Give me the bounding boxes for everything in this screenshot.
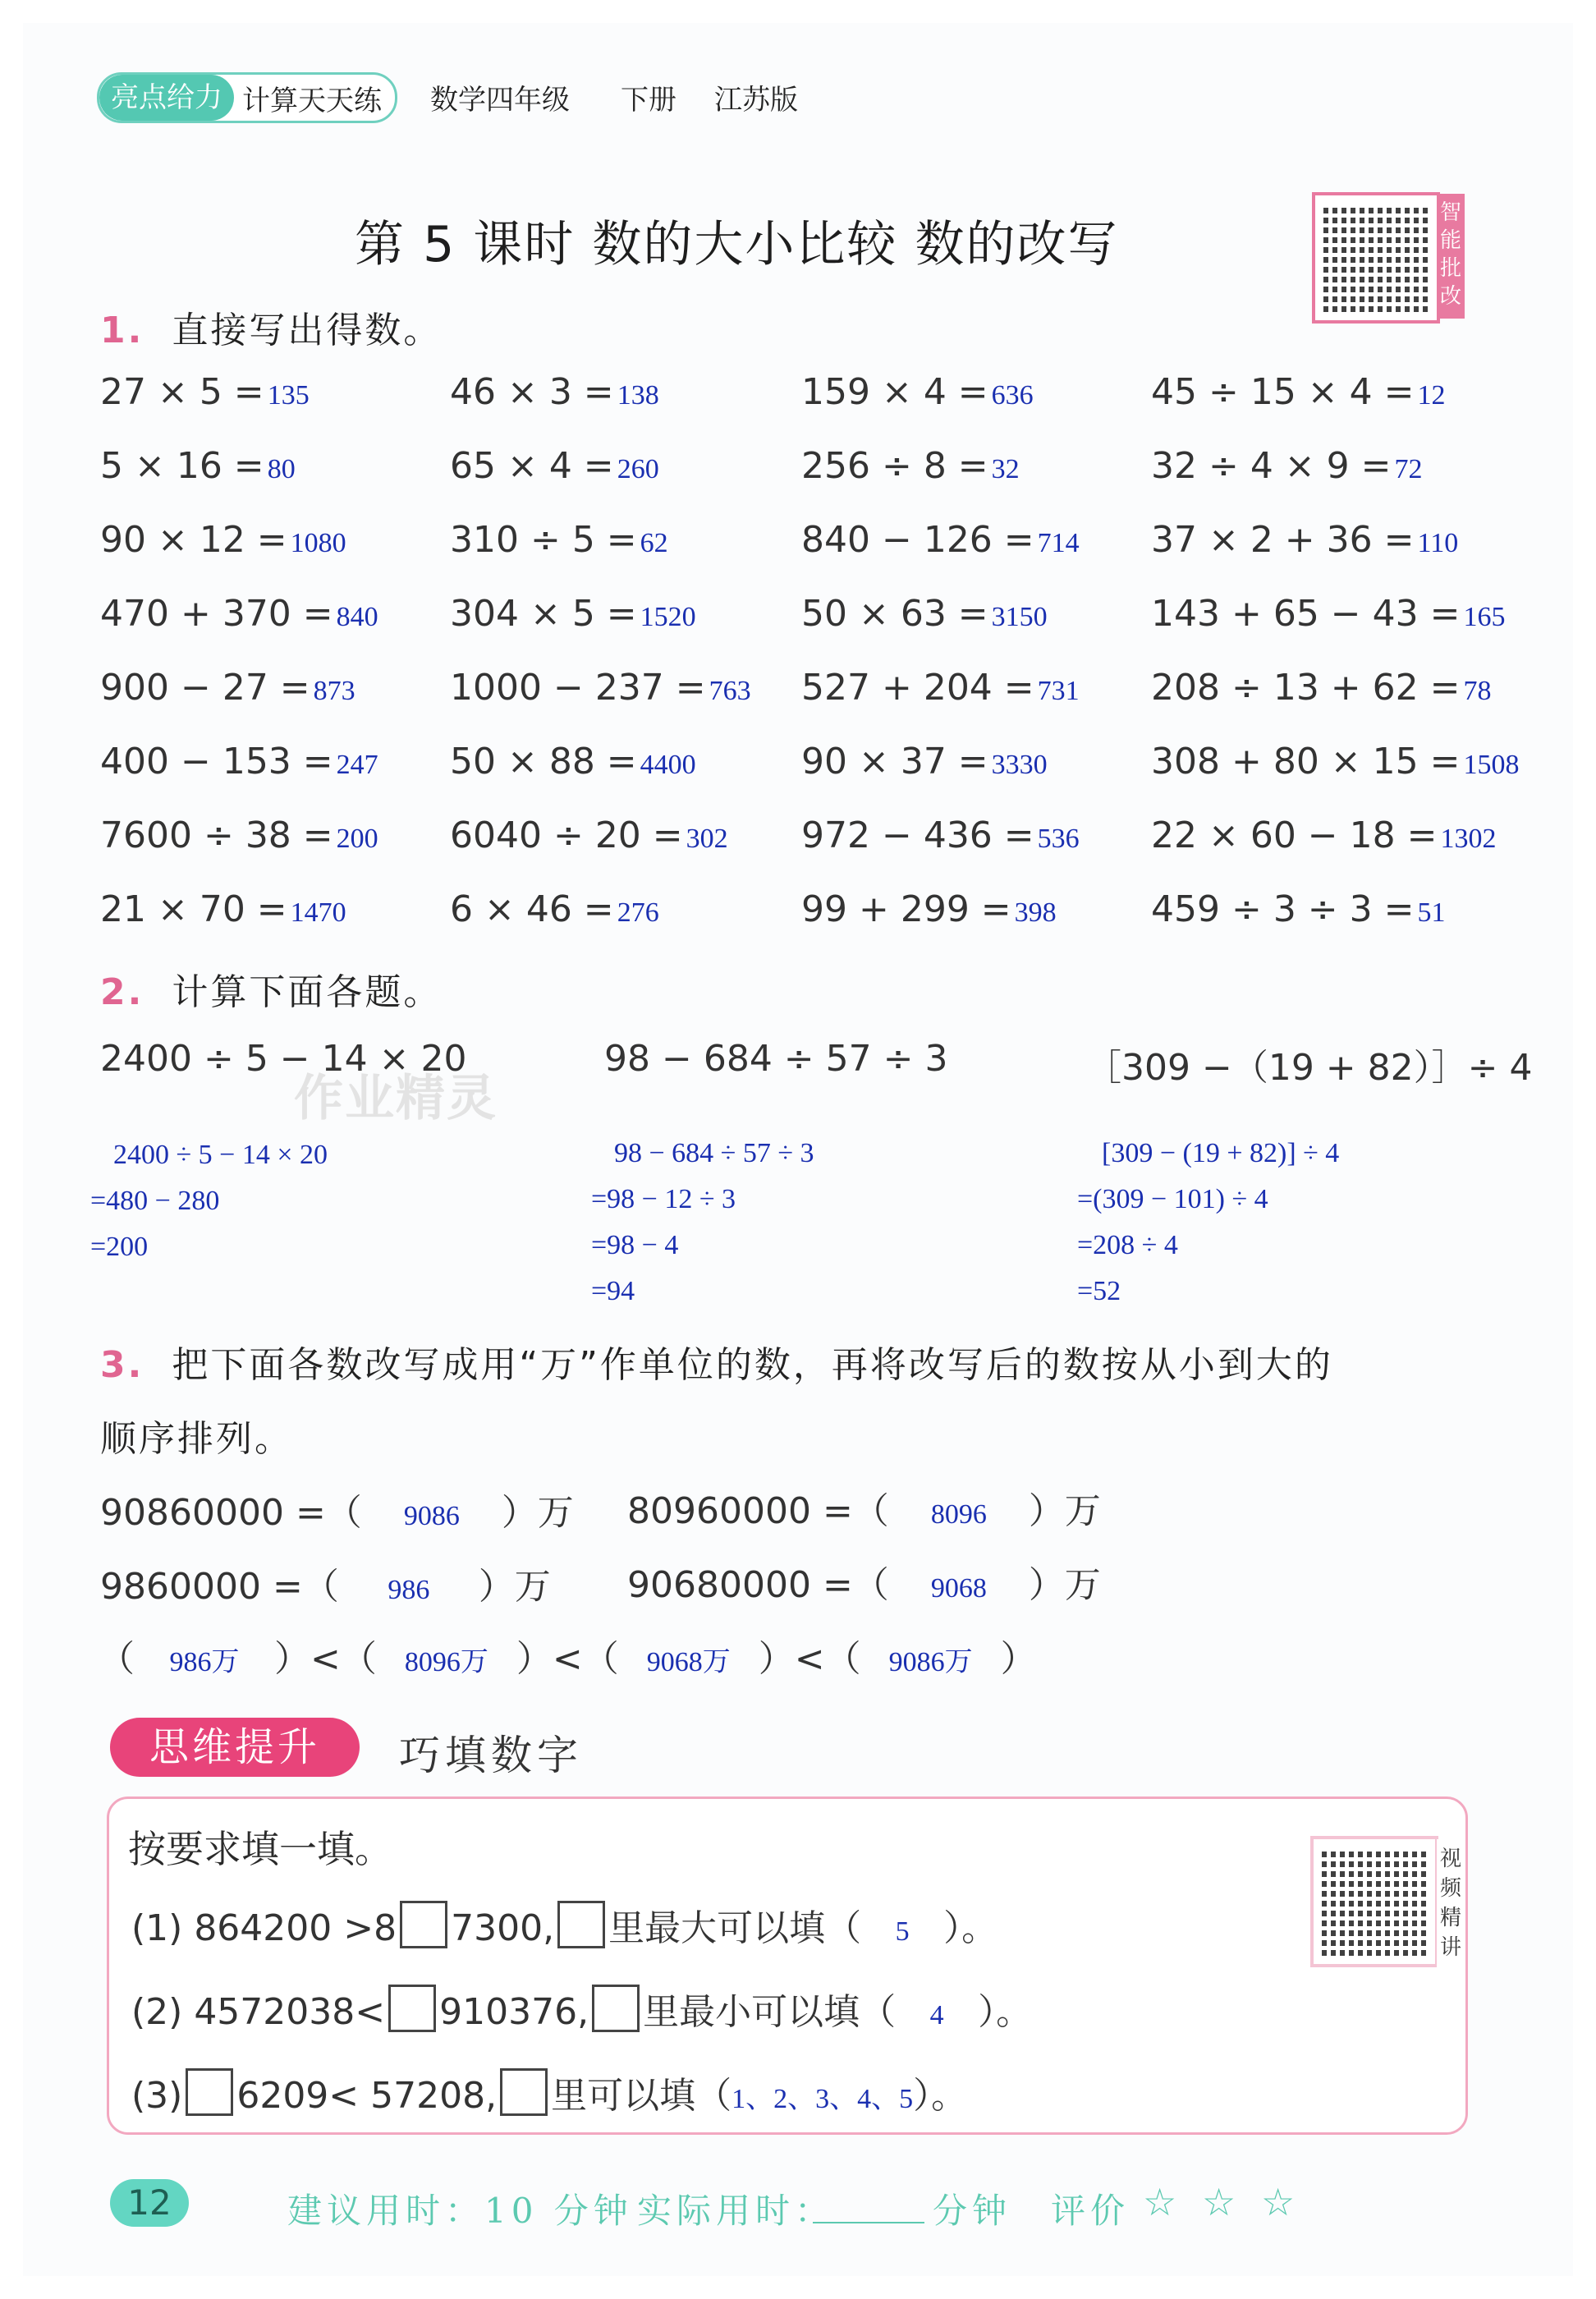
q1-item — [801, 888, 1057, 930]
q2-work-2-line-1: 98 − 684 ÷ 57 ÷ 3 — [614, 1138, 814, 1168]
order-paren-close: ） — [1000, 1638, 1037, 1680]
q1-expression: 459 ÷ 3 ÷ 3 = — [1151, 888, 1415, 930]
subject-label: 数学四年级 — [430, 84, 570, 117]
qr-code-bottom[interactable] — [1310, 1836, 1438, 1967]
q1-expression: 65 × 4 = — [450, 445, 614, 487]
item-1-box[interactable] — [400, 1901, 447, 1948]
q1-expression: 6040 ÷ 20 = — [450, 815, 683, 856]
q1-answer[interactable]: 3330 — [991, 750, 1048, 780]
q3-item-3 — [100, 1557, 551, 1609]
q1-answer[interactable]: 302 — [686, 824, 728, 854]
q1-item — [100, 667, 355, 709]
q3-item-4-number: 90680000 =（ — [627, 1564, 889, 1606]
q1-item — [450, 519, 668, 561]
q1-expression: 50 × 63 = — [801, 593, 988, 635]
q1-item — [1151, 593, 1506, 635]
item-3-mid: 6209< 57208, — [236, 2075, 498, 2117]
q1-answer[interactable]: 51 — [1417, 897, 1446, 928]
q1-answer[interactable]: 636 — [991, 380, 1034, 411]
q2-heading — [100, 962, 442, 1015]
item-1-answer[interactable]: 5 — [895, 1916, 910, 1947]
q1-expression: 5 × 16 = — [100, 445, 264, 487]
q1-expression: 256 ÷ 8 = — [801, 445, 988, 487]
q1-answer[interactable]: 731 — [1037, 676, 1080, 706]
q2-work-2-line-4: =94 — [591, 1276, 635, 1306]
q1-expression: 22 × 60 − 18 = — [1151, 815, 1438, 856]
q1-item — [100, 519, 346, 561]
q1-expression: 27 × 5 = — [100, 371, 264, 413]
q1-item — [801, 741, 1048, 782]
q1-answer[interactable]: 714 — [1037, 528, 1080, 558]
q3-item-2-unit: ）万 — [1028, 1490, 1101, 1532]
star-icon[interactable]: ☆ — [1261, 2180, 1296, 2224]
q1-item — [1151, 371, 1446, 413]
thinking-subtitle: 巧填数字 — [399, 1732, 583, 1779]
q1-expression: 527 + 204 = — [801, 667, 1034, 709]
order-2[interactable]: 8096万 — [404, 1647, 488, 1677]
q1-title: 直接写出得数。 — [172, 310, 443, 351]
item-2-post: 里最小可以填（ — [643, 1991, 897, 2033]
q2-title: 计算下面各题。 — [172, 971, 443, 1013]
brand-primary: 亮点给力 — [99, 75, 234, 121]
q1-expression: 45 ÷ 15 × 4 = — [1151, 371, 1415, 413]
q1-answer[interactable]: 32 — [991, 454, 1020, 484]
q1-answer[interactable]: 276 — [617, 897, 659, 928]
qr-pattern-icon — [1323, 204, 1429, 312]
q1-answer[interactable]: 3150 — [991, 602, 1048, 632]
q1-answer[interactable]: 78 — [1463, 676, 1492, 706]
q1-answer[interactable]: 398 — [1014, 897, 1057, 928]
q1-expression: 46 × 3 = — [450, 371, 614, 413]
q1-answer[interactable]: 1470 — [290, 897, 346, 928]
edition-label: 江苏版 — [714, 84, 798, 117]
q2-problem-3: ［309 −（19 + 82）］÷ 4 — [1085, 1047, 1533, 1089]
q1-heading — [100, 301, 442, 353]
q3-item-2-number: 80960000 =（ — [627, 1490, 889, 1532]
volume-label: 下册 — [621, 84, 676, 117]
q3-item-1 — [100, 1483, 574, 1535]
thinking-item-3 — [131, 2066, 967, 2118]
actual-time-label: 实际用时： — [637, 2191, 835, 2231]
qr-tag-bottom: 视频精讲 — [1437, 1839, 1465, 1969]
q1-item — [801, 371, 1034, 413]
item-3-post: 里可以填（ — [551, 2075, 732, 2117]
q1-item — [100, 815, 378, 856]
q1-answer[interactable]: 1520 — [640, 602, 696, 632]
q1-expression: 1000 − 237 = — [450, 667, 706, 709]
order-lt-2: ）<（ — [516, 1638, 619, 1680]
q1-answer[interactable]: 4400 — [640, 750, 696, 780]
item-3-box-ref — [500, 2068, 548, 2116]
order-4[interactable]: 9086万 — [888, 1647, 973, 1677]
brand-secondary: 计算天天练 — [242, 84, 382, 117]
q1-number: 1. — [100, 310, 144, 351]
actual-time-blank[interactable] — [813, 2222, 924, 2223]
thinking-badge: 思维提升 — [110, 1718, 360, 1777]
q3-order-row — [99, 1629, 1037, 1682]
q1-item — [450, 445, 659, 487]
actual-time-unit: 分钟 — [933, 2191, 1012, 2231]
q3-heading — [100, 1335, 1333, 1388]
q1-answer[interactable]: 62 — [640, 528, 668, 558]
q3-item-2 — [627, 1481, 1101, 1534]
order-paren-open: （ — [99, 1638, 135, 1680]
q1-answer[interactable]: 536 — [1037, 824, 1080, 854]
q2-work-1-line-1: 2400 ÷ 5 − 14 × 20 — [113, 1140, 328, 1170]
q2-work-3-line-3: =208 ÷ 4 — [1077, 1230, 1178, 1260]
q1-answer[interactable]: 200 — [336, 824, 378, 854]
q1-item — [1151, 815, 1497, 856]
item-2-mid: 910376, — [439, 1991, 589, 2033]
star-icon[interactable]: ☆ — [1143, 2180, 1177, 2224]
watermark: 作业精灵 — [294, 1070, 498, 1127]
q1-answer[interactable]: 165 — [1463, 602, 1506, 632]
q1-expression: 304 × 5 = — [450, 593, 637, 635]
q1-answer[interactable]: 72 — [1394, 454, 1423, 484]
q1-item — [100, 593, 378, 635]
q2-work-1-line-2: =480 − 280 — [90, 1186, 220, 1216]
qr-code-top[interactable] — [1312, 192, 1440, 324]
order-lt-1: ）<（ — [274, 1638, 377, 1680]
q2-problem-2: 98 − 684 ÷ 57 ÷ 3 — [604, 1038, 948, 1080]
q1-expression: 208 ÷ 13 + 62 = — [1151, 667, 1461, 709]
q1-expression: 900 − 27 = — [100, 667, 310, 709]
item-3-end: ）。 — [913, 2075, 968, 2117]
q1-expression: 6 × 46 = — [450, 888, 614, 930]
q1-item — [450, 741, 696, 782]
q1-item — [450, 593, 696, 635]
q3-number: 3. — [100, 1344, 144, 1386]
q1-answer[interactable]: 260 — [617, 454, 659, 484]
q2-work-2-line-3: =98 − 4 — [591, 1230, 679, 1260]
q1-item — [450, 815, 728, 856]
q1-answer[interactable]: 247 — [336, 750, 378, 780]
q1-expression: 400 − 153 = — [100, 741, 333, 782]
q3-item-4 — [627, 1555, 1101, 1608]
item-2-answer[interactable]: 4 — [929, 2000, 944, 2031]
q1-answer[interactable]: 110 — [1417, 528, 1459, 558]
q1-item — [450, 888, 659, 930]
q1-item — [1151, 741, 1520, 782]
q1-item — [801, 445, 1020, 487]
page-title: 第 5 课时 数的大小比较 数的改写 — [355, 216, 1119, 273]
q1-expression: 159 × 4 = — [801, 371, 988, 413]
suggested-time: 建议用时：10 分钟 — [287, 2191, 633, 2231]
q1-expression: 37 × 2 + 36 = — [1151, 519, 1415, 561]
q1-expression: 7600 ÷ 38 = — [100, 815, 333, 856]
q1-item — [100, 445, 296, 487]
order-3[interactable]: 9068万 — [646, 1647, 731, 1677]
q1-item — [801, 815, 1080, 856]
qr-pattern-icon — [1322, 1847, 1427, 1956]
page-number: 12 — [110, 2179, 189, 2227]
q1-answer[interactable]: 840 — [336, 602, 378, 632]
q2-work-3-line-4: =52 — [1077, 1276, 1121, 1306]
q1-item — [1151, 519, 1458, 561]
q1-answer[interactable]: 12 — [1417, 380, 1446, 411]
item-1-mid: 7300, — [451, 1907, 555, 1949]
q1-expression: 143 + 65 − 43 = — [1151, 593, 1461, 635]
q1-expression: 99 + 299 = — [801, 888, 1011, 930]
item-2-pre: (2) 4572038< — [131, 1991, 386, 2033]
q1-answer[interactable]: 1508 — [1463, 750, 1520, 780]
q3-item-2-answer[interactable]: 8096 — [930, 1499, 987, 1530]
qr-tag-top: 智能批改 — [1437, 194, 1465, 319]
q1-answer[interactable]: 1302 — [1440, 824, 1497, 854]
item-2-box[interactable] — [388, 1985, 436, 2032]
item-2-box-ref — [592, 1985, 640, 2032]
q3-item-1-answer[interactable]: 9086 — [403, 1501, 460, 1531]
q1-answer[interactable]: 763 — [709, 676, 751, 706]
q1-item — [801, 667, 1080, 709]
q3-item-1-unit: ）万 — [501, 1492, 574, 1534]
q3-item-3-unit: ）万 — [478, 1566, 551, 1608]
q1-expression: 50 × 88 = — [450, 741, 637, 782]
q3-item-4-unit: ）万 — [1028, 1564, 1101, 1606]
q1-item — [801, 519, 1080, 561]
q1-item — [1151, 667, 1492, 709]
q1-answer[interactable]: 873 — [313, 676, 355, 706]
q2-work-1-line-3: =200 — [90, 1232, 149, 1262]
order-1[interactable]: 986万 — [169, 1647, 240, 1677]
q2-number: 2. — [100, 971, 144, 1013]
q1-item — [1151, 888, 1446, 930]
q3-item-1-number: 90860000 =（ — [100, 1492, 362, 1534]
star-icon[interactable]: ☆ — [1202, 2180, 1236, 2224]
q1-item — [450, 371, 659, 413]
q3-title-line1: 把下面各数改写成用“万”作单位的数，再将改写后的数按从小到大的 — [172, 1344, 1333, 1386]
q1-expression: 308 + 80 × 15 = — [1151, 741, 1461, 782]
rating-label: 评价 — [1051, 2191, 1130, 2231]
q3-title-line2: 顺序排列。 — [100, 1418, 293, 1460]
item-1-post: 里最大可以填（ — [608, 1907, 862, 1949]
q1-answer[interactable]: 1080 — [290, 528, 346, 558]
item-1-pre: (1) 864200 >8 — [131, 1907, 397, 1949]
q1-item — [801, 593, 1048, 635]
q3-item-3-number: 9860000 =（ — [100, 1566, 339, 1608]
q2-work-3-line-2: =(309 − 101) ÷ 4 — [1077, 1184, 1268, 1214]
q1-expression: 470 + 370 = — [100, 593, 333, 635]
thinking-item-1 — [131, 1898, 998, 1951]
thinking-item-2 — [131, 1982, 1032, 2035]
q1-item — [1151, 445, 1423, 487]
item-1-box-ref — [557, 1901, 605, 1948]
item-1-end: ）。 — [943, 1907, 998, 1949]
q1-expression: 840 − 126 = — [801, 519, 1034, 561]
q1-answer[interactable]: 138 — [617, 380, 659, 411]
thinking-instruction: 按要求填一填。 — [128, 1827, 392, 1871]
q1-expression: 90 × 12 = — [100, 519, 287, 561]
q1-item — [100, 371, 310, 413]
q1-item — [450, 667, 751, 709]
brand-badge — [97, 72, 397, 123]
q1-expression: 972 − 436 = — [801, 815, 1034, 856]
q1-expression: 32 ÷ 4 × 9 = — [1151, 445, 1392, 487]
q1-expression: 90 × 37 = — [801, 741, 988, 782]
item-3-pre: (3) — [131, 2075, 183, 2117]
q2-work-2-line-2: =98 − 12 ÷ 3 — [591, 1184, 736, 1214]
q1-expression: 310 ÷ 5 = — [450, 519, 637, 561]
q1-item — [100, 888, 346, 930]
order-lt-3: ）<（ — [758, 1638, 861, 1680]
q2-problem-1: 2400 ÷ 5 − 14 × 20 — [100, 1038, 467, 1080]
item-3-answer[interactable]: 1、2、3、4、5 — [732, 2084, 914, 2114]
item-2-end: ）。 — [978, 1991, 1033, 2033]
q3-item-4-answer[interactable]: 9068 — [930, 1573, 987, 1604]
q1-answer[interactable]: 80 — [267, 454, 296, 484]
item-3-box[interactable] — [186, 2068, 233, 2116]
q1-answer[interactable]: 135 — [267, 380, 310, 411]
q1-item — [100, 741, 378, 782]
q1-expression: 21 × 70 = — [100, 888, 287, 930]
q3-item-3-answer[interactable]: 986 — [388, 1575, 430, 1605]
q2-work-3-line-1: [309 − (19 + 82)] ÷ 4 — [1102, 1138, 1340, 1168]
